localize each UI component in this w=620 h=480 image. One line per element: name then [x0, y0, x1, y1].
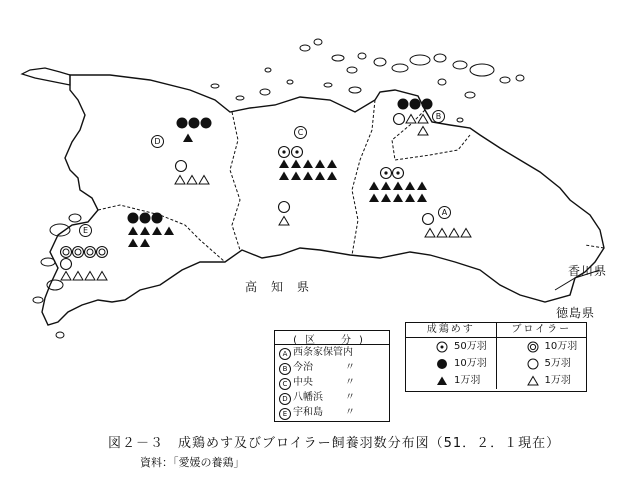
- label-kagawa: 香川県: [568, 264, 608, 278]
- broiler-1man-symbol: [406, 115, 416, 124]
- broiler-1man-symbol: [437, 229, 447, 238]
- district-legend-title: (区 分): [275, 331, 389, 345]
- layer-10man-symbol: [422, 99, 433, 110]
- layer-1man-symbol: [381, 194, 391, 203]
- layer-1man-symbol: [327, 172, 337, 181]
- broiler-1man-symbol: [425, 229, 435, 238]
- dotted-circle-icon: [436, 341, 448, 353]
- layer-1man-symbol: [291, 172, 301, 181]
- layer-legend-header: 成鶏めす: [406, 323, 497, 337]
- source-note: 資料：「愛媛の養鶏」: [140, 456, 245, 469]
- label-kochi: 高知県: [245, 280, 324, 294]
- layer-1man-symbol: [303, 160, 313, 169]
- broiler-5man-symbol: [279, 202, 290, 213]
- broiler-1man-symbol: [97, 272, 107, 281]
- layer-1man-symbol: [128, 239, 138, 248]
- symbols-district-d: [175, 118, 212, 185]
- layer-1man-symbol: [140, 227, 150, 236]
- broiler-1man-symbol: [85, 272, 95, 281]
- layer-1man-symbol: [393, 182, 403, 191]
- layer-10man-symbol: [398, 99, 409, 110]
- broiler-1man-symbol: [187, 176, 197, 185]
- layer-1man-symbol: [381, 182, 391, 191]
- layer-1man-symbol: [405, 194, 415, 203]
- layer-1man-symbol: [369, 194, 379, 203]
- broiler-10man-symbol: [73, 247, 84, 258]
- broiler-5man-symbol: [394, 114, 405, 125]
- layer-1man-symbol: [279, 172, 289, 181]
- filled-circle-icon: [436, 358, 448, 370]
- open-circle-icon: [527, 358, 539, 370]
- broiler-1man-symbol: [61, 272, 71, 281]
- symbols-district-e: [61, 213, 175, 281]
- broiler-1man-symbol: [279, 217, 289, 226]
- layer-1man-symbol: [279, 160, 289, 169]
- figure-caption: 図２－３ 成鶏めす及びブロイラー飼養羽数分布図（51．２．１現在）: [108, 436, 561, 451]
- layer-1man-symbol: [152, 227, 162, 236]
- layer-1man-symbol: [183, 134, 193, 143]
- legend-row-broiler-5man: 5万羽: [497, 355, 587, 372]
- layer-1man-symbol: [369, 182, 379, 191]
- layer-50man-symbol: [381, 168, 392, 179]
- layer-1man-symbol: [417, 194, 427, 203]
- layer-1man-symbol: [417, 182, 427, 191]
- layer-10man-symbol: [201, 118, 212, 129]
- district-legend-row: A 西条家保管内: [275, 345, 389, 360]
- layer-1man-symbol: [315, 172, 325, 181]
- layer-1man-symbol: [315, 160, 325, 169]
- layer-1man-symbol: [128, 227, 138, 236]
- legend-row-broiler-1man: 1万羽: [497, 372, 587, 389]
- district-marker-b: B: [432, 108, 445, 123]
- district-legend-row: C 中央 〃: [275, 375, 389, 390]
- broiler-5man-symbol: [61, 259, 72, 270]
- broiler-10man-symbol: [85, 247, 96, 258]
- broiler-1man-symbol: [175, 176, 185, 185]
- double-circle-icon: [527, 341, 539, 353]
- broiler-5man-symbol: [176, 161, 187, 172]
- legend-row-layer-50man: 50万羽: [406, 338, 496, 355]
- broiler-10man-symbol: [61, 247, 72, 258]
- legend-row-broiler-10man: 10万羽: [497, 338, 587, 355]
- broiler-1man-symbol: [418, 127, 428, 136]
- layer-50man-symbol: [279, 147, 290, 158]
- legend-row-layer-1man: 1万羽: [406, 372, 496, 389]
- district-legend-row: D 八幡浜 〃: [275, 390, 389, 405]
- legend-row-layer-10man: 10万羽: [406, 355, 496, 372]
- district-marker-d: D: [151, 133, 164, 148]
- layer-1man-symbol: [405, 182, 415, 191]
- broiler-legend-header: ブロイラー: [511, 324, 572, 335]
- district-legend-row: E 宇和島 〃: [275, 405, 389, 420]
- symbols-district-c: [279, 147, 338, 226]
- layer-10man-symbol: [189, 118, 200, 129]
- district-legend-row: B 今治 〃: [275, 360, 389, 375]
- layer-1man-symbol: [164, 227, 174, 236]
- layer-10man-symbol: [128, 213, 139, 224]
- broiler-1man-symbol: [418, 115, 428, 124]
- broiler-1man-symbol: [199, 176, 209, 185]
- layer-50man-symbol: [292, 147, 303, 158]
- broiler-5man-symbol: [423, 214, 434, 225]
- layer-1man-symbol: [303, 172, 313, 181]
- symbols-district-a: [369, 168, 471, 238]
- layer-1man-symbol: [327, 160, 337, 169]
- symbols-district-b: [394, 99, 433, 136]
- layer-10man-symbol: [152, 213, 163, 224]
- district-marker-c: C: [294, 124, 307, 139]
- layer-10man-symbol: [140, 213, 151, 224]
- layer-50man-symbol: [393, 168, 404, 179]
- layer-1man-symbol: [393, 194, 403, 203]
- layer-1man-symbol: [140, 239, 150, 248]
- broiler-10man-symbol: [97, 247, 108, 258]
- broiler-1man-symbol: [461, 229, 471, 238]
- district-legend: [274, 330, 390, 422]
- symbol-legend: [405, 322, 587, 392]
- layer-1man-symbol: [291, 160, 301, 169]
- district-marker-e: E: [79, 222, 92, 237]
- layer-10man-symbol: [410, 99, 421, 110]
- layer-10man-symbol: [177, 118, 188, 129]
- filled-triangle-icon: [436, 375, 448, 387]
- broiler-1man-symbol: [73, 272, 83, 281]
- district-marker-a: A: [438, 204, 451, 219]
- open-triangle-icon: [527, 375, 539, 387]
- label-tokushima: 徳島県: [556, 306, 596, 320]
- broiler-1man-symbol: [449, 229, 459, 238]
